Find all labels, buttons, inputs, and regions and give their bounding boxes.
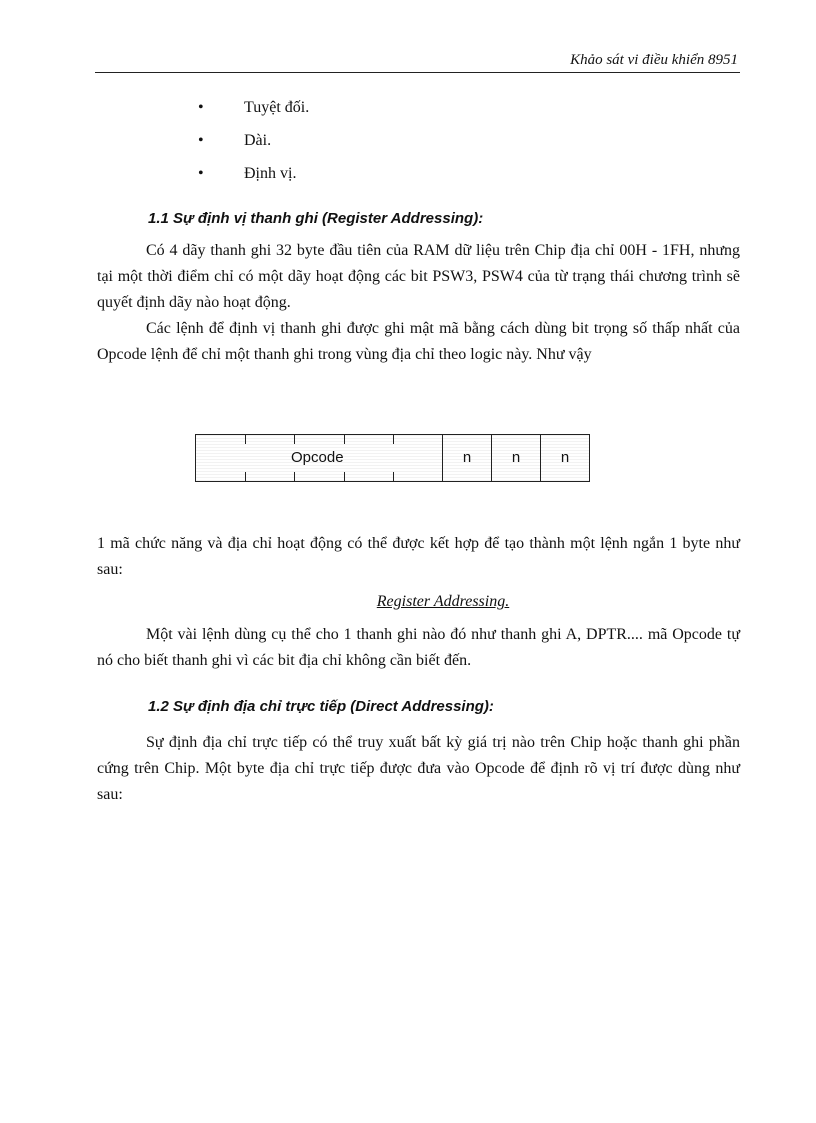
section-heading-direct: 1.2 Sự định địa chỉ trực tiếp (Direct Addressing): — [148, 698, 494, 715]
bullet-text: Định vị. — [244, 165, 297, 182]
bullet-text: Dài. — [244, 132, 272, 149]
bullet-icon: • — [198, 132, 204, 149]
page-header — [95, 50, 740, 73]
paragraph — [97, 622, 740, 674]
bullet-text: Tuyệt đối. — [244, 99, 310, 116]
list-item — [195, 131, 695, 164]
paragraph — [97, 316, 740, 368]
opcode-label: Opcode — [291, 449, 344, 466]
paragraph-text: Sự định địa chỉ trực tiếp có thể truy xuất bất kỳ giá trị nào trên Chip hoặc thanh ghi phần cứng trên Chip. Một byte địa chỉ trực tiếp được đưa vào Opcode để định rõ vị trí được dùng như sau: — [97, 734, 740, 803]
section-heading-register: 1.1 Sự định vị thanh ghi (Register Addressing): — [148, 210, 484, 227]
paragraph-text: Một vài lệnh dùng cụ thể cho 1 thanh ghi nào đó như thanh ghi A, DPTR.... mã Opcode tự nó cho biết thanh ghi vì các bit địa chỉ không cần biết đến. — [97, 626, 740, 669]
list-item — [195, 98, 695, 131]
paragraph-text: Có 4 dãy thanh ghi 32 byte đầu tiên của RAM dữ liệu trên Chip địa chỉ 00H - 1FH, nhưng tại một thời điểm chỉ có một dãy hoạt động các bit PSW3, PSW4 của từ trạng thái chương trình sẽ quyết định dãy nào hoạt động. — [97, 242, 740, 311]
paragraph — [97, 531, 740, 583]
opcode-diagram — [195, 434, 590, 482]
paragraph-text: 1 mã chức năng và địa chỉ hoạt động có thể được kết hợp để tạo thành một lệnh ngắn 1 byte như sau: — [97, 535, 740, 578]
paragraph-text: Các lệnh để định vị thanh ghi được ghi mật mã bằng cách dùng bit trọng số thấp nhất của Opcode lệnh để chỉ một thanh ghi trong vùng địa chỉ theo logic này. Như vậy — [97, 320, 740, 363]
paragraph — [97, 730, 740, 808]
opcode-field — [196, 435, 443, 481]
register-bit-cell: n — [541, 435, 589, 481]
bullet-icon: • — [198, 99, 204, 116]
header-title: Khảo sát vi điều khiển 8951 — [570, 52, 738, 68]
register-bit-cell: n — [492, 435, 541, 481]
list-item — [195, 164, 695, 197]
figure-caption: Register Addressing. — [376, 593, 510, 610]
bullet-icon: • — [198, 165, 204, 182]
paragraph — [97, 238, 740, 316]
register-bit-cell: n — [443, 435, 492, 481]
bullet-list — [195, 98, 695, 197]
